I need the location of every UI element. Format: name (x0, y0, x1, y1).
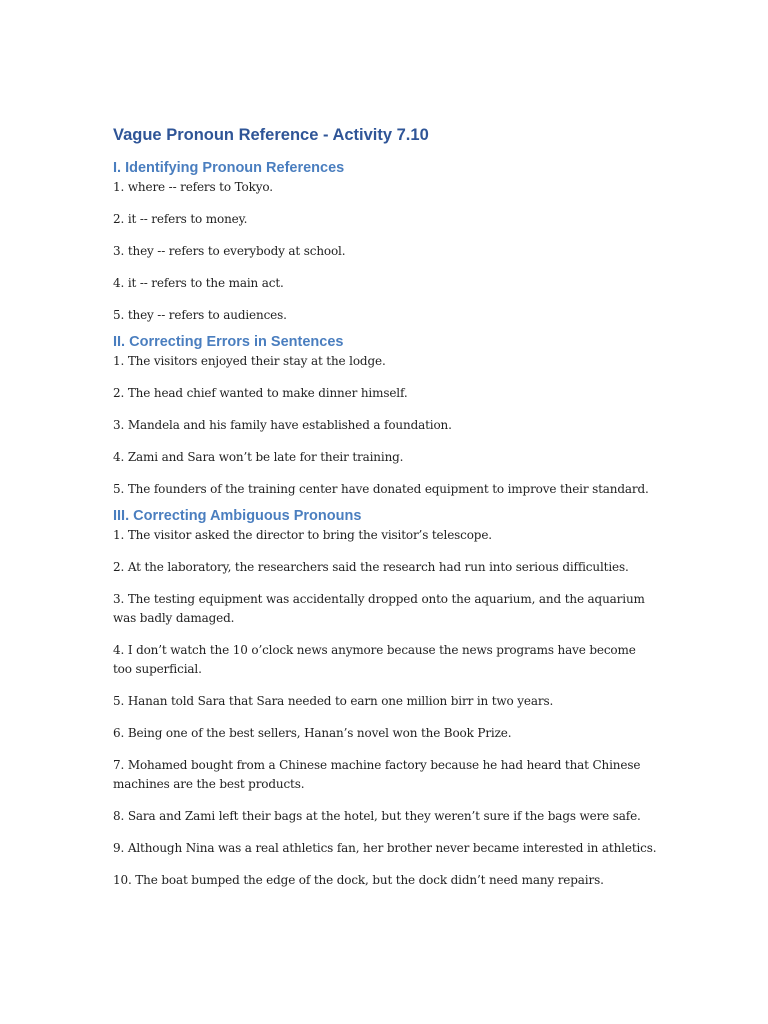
list-item: 6. Being one of the best sellers, Hanan’s novel won the Book Prize. (113, 726, 512, 740)
list-item: 2. The head chief wanted to make dinner himself. (113, 386, 408, 400)
list-item: 4. Zami and Sara won’t be late for their training. (113, 450, 404, 464)
document-page (113, 124, 658, 897)
list-item: 1. The visitor asked the director to bring the visitor’s telescope. (113, 528, 492, 542)
section-heading: I. Identifying Pronoun References (113, 160, 345, 176)
item-list (113, 178, 658, 325)
list-item: 4. it -- refers to the main act. (113, 276, 284, 290)
list-item: 4. I don’t watch the 10 o’clock news anymore because the news programs have become too superficial. (113, 643, 636, 676)
list-item: 1. The visitors enjoyed their stay at the lodge. (113, 354, 386, 368)
item-list (113, 352, 658, 499)
list-item: 3. Mandela and his family have established a foundation. (113, 418, 452, 432)
list-item: 9. Although Nina was a real athletics fan, her brother never became interested in athletics. (113, 841, 657, 855)
section-heading: III. Correcting Ambiguous Pronouns (113, 508, 362, 524)
list-item: 3. they -- refers to everybody at school. (113, 244, 346, 258)
list-item: 5. The founders of the training center have donated equipment to improve their standard. (113, 482, 649, 496)
list-item: 1. where -- refers to Tokyo. (113, 180, 273, 194)
list-item: 10. The boat bumped the edge of the dock, but the dock didn’t need many repairs. (113, 873, 604, 887)
list-item: 5. Hanan told Sara that Sara needed to earn one million birr in two years. (113, 694, 554, 708)
document-title: Vague Pronoun Reference - Activity 7.10 (113, 126, 429, 144)
list-item: 2. it -- refers to money. (113, 212, 248, 226)
list-item: 3. The testing equipment was accidentally dropped onto the aquarium, and the aquarium was badly damaged. (113, 592, 645, 625)
section-identifying-pronoun-references (113, 158, 658, 325)
list-item: 7. Mohamed bought from a Chinese machine factory because he had heard that Chinese machines are the best products. (113, 758, 641, 791)
list-item: 8. Sara and Zami left their bags at the hotel, but they weren’t sure if the bags were safe. (113, 809, 641, 823)
section-correcting-ambiguous-pronouns (113, 506, 658, 890)
section-heading: II. Correcting Errors in Sentences (113, 334, 344, 350)
section-correcting-errors (113, 332, 658, 499)
item-list (113, 526, 658, 890)
list-item: 5. they -- refers to audiences. (113, 308, 287, 322)
list-item: 2. At the laboratory, the researchers said the research had run into serious difficulties. (113, 560, 629, 574)
